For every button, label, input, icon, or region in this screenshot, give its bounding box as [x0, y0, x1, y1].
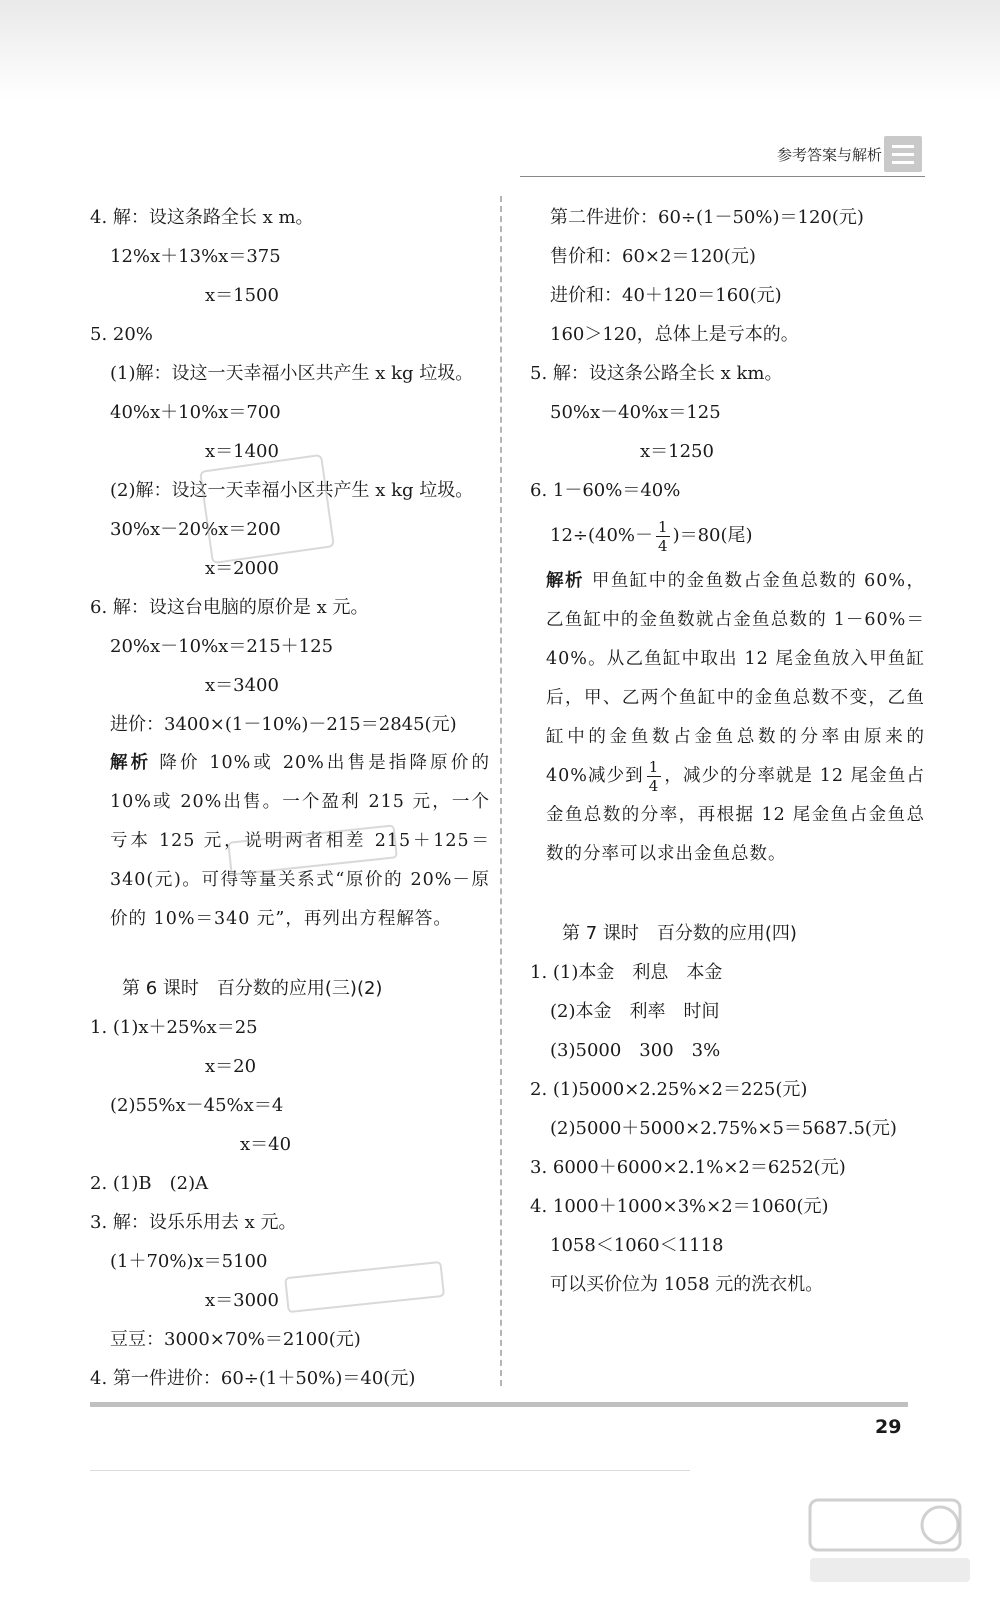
- running-header: 参考答案与解析: [776, 146, 882, 164]
- answer-line: 6. 解：设这台电脑的原价是 x 元。: [90, 597, 369, 618]
- answer-line: 5. 解：设这条公路全长 x km。: [530, 363, 783, 384]
- answer-line: 2. (1)5000×2.25%×2＝225(元): [530, 1079, 808, 1100]
- answer-line: (3)5000 300 3%: [550, 1040, 721, 1061]
- answer-line: 售价和：60×2＝120(元): [550, 246, 756, 267]
- answer-line: 进价：3400×(1－10%)－215＝2845(元): [110, 714, 457, 735]
- analysis-text: ，减少的分率就是 12 尾金鱼占金鱼总数的分率，再根据 12 尾金鱼占金鱼总数的分率可以求出金鱼总数。: [546, 766, 925, 864]
- header-book-icon: [884, 136, 922, 172]
- answer-line: 可以买价位为 1058 元的洗衣机。: [550, 1274, 824, 1295]
- answer-line: 豆豆：3000×70%＝2100(元): [110, 1329, 361, 1350]
- answer-line: 3. 6000＋6000×2.1%×2＝6252(元): [530, 1157, 846, 1178]
- column-divider: [500, 196, 502, 1386]
- answer-line: (2)本金 利率 时间: [550, 1001, 720, 1022]
- analysis-text: 降价 10%或 20%出售是指降原价的 10%或 20%出售。一个盈利 215 元，一个亏本 125 元，说明两者相差 215＋125＝340(元)。可得等量关系式“原价的 20%－原价的 10%＝340 元”，再列出方程解答。: [110, 753, 491, 929]
- equation-part: )＝80(尾): [672, 525, 753, 546]
- answer-line: 30%x－20%x＝200: [110, 519, 281, 540]
- answer-line: 6. 1－60%＝40%: [530, 480, 681, 501]
- analysis-tag: 解析: [110, 753, 152, 773]
- equation-part: 12÷(40%－: [550, 525, 654, 546]
- answer-line: (1＋70%)x＝5100: [110, 1251, 268, 1272]
- answer-line: (2)55%x－45%x＝4: [110, 1095, 284, 1116]
- answer-line: 160＞120，总体上是亏本的。: [550, 324, 799, 345]
- fraction: [656, 518, 670, 555]
- answer-line: 4. 解：设这条路全长 x m。: [90, 207, 314, 228]
- section-title: 第 6 课时 百分数的应用(三)(2): [122, 978, 383, 999]
- answer-line: 12%x＋13%x＝375: [110, 246, 281, 267]
- answer-line: x＝1250: [640, 441, 714, 462]
- scan-shadow: [0, 0, 1000, 100]
- answer-line: (1)解：设这一天幸福小区共产生 x kg 垃圾。: [110, 363, 474, 384]
- analysis-tag: 解析: [546, 571, 584, 591]
- answer-line: [530, 510, 925, 562]
- answer-line: x＝3000: [205, 1290, 279, 1311]
- answer-line: 3. 解：设乐乐用去 x 元。: [90, 1212, 297, 1233]
- answer-line: 50%x－40%x＝125: [550, 402, 721, 423]
- footer-rule: [90, 1402, 908, 1407]
- answer-line: x＝1500: [205, 285, 279, 306]
- fraction-denominator: 4: [648, 777, 660, 795]
- fraction: [647, 758, 662, 795]
- answer-line: x＝40: [240, 1134, 292, 1155]
- answer-line: 40%x＋10%x＝700: [110, 402, 281, 423]
- site-watermark: [800, 1490, 980, 1590]
- answer-line: x＝20: [205, 1056, 257, 1077]
- analysis-text: 甲鱼缸中的金鱼数占金鱼总数的 60%，乙鱼缸中的金鱼数就占金鱼总数的 1－60%＝40%。从乙鱼缸中取出 12 尾金鱼放入甲鱼缸后，甲、乙两个鱼缸中的金鱼总数不变，乙鱼缸中的金鱼数占金鱼总数的分率由原来的 40%减少到: [546, 571, 926, 786]
- answer-line: x＝2000: [205, 558, 279, 579]
- answer-line: 1. (1)本金 利息 本金: [530, 962, 723, 983]
- answer-line: x＝1400: [205, 441, 279, 462]
- answer-line: 1058＜1060＜1118: [550, 1235, 724, 1256]
- answer-line: 进价和：40＋120＝160(元): [550, 285, 782, 306]
- fraction-numerator: 1: [658, 517, 668, 536]
- footer-rule-thin: [90, 1470, 690, 1471]
- answer-line: 4. 第一件进价：60÷(1＋50%)＝40(元): [90, 1368, 416, 1389]
- answer-line: 第二件进价：60÷(1－50%)＝120(元): [550, 207, 864, 228]
- analysis-paragraph: [530, 562, 925, 874]
- header-rule: [520, 176, 925, 177]
- fraction-denominator: 4: [658, 536, 668, 555]
- answer-line: (2)解：设这一天幸福小区共产生 x kg 垃圾。: [110, 480, 474, 501]
- right-column: [530, 198, 925, 1304]
- answer-line: (2)5000＋5000×2.75%×5＝5687.5(元): [550, 1118, 897, 1139]
- section-title: 第 7 课时 百分数的应用(四): [562, 923, 797, 944]
- answer-line: 5. 20%: [90, 324, 153, 345]
- left-column: [90, 198, 490, 1398]
- answer-line: 20%x－10%x＝215＋125: [110, 636, 334, 657]
- answer-line: 2. (1)B (2)A: [90, 1173, 209, 1194]
- page-number: 29: [875, 1416, 902, 1438]
- answer-line: x＝3400: [205, 675, 279, 696]
- watermark-stamp: [199, 454, 335, 564]
- site-watermark-logo-icon: [800, 1490, 980, 1590]
- answer-line: 1. (1)x＋25%x＝25: [90, 1017, 258, 1038]
- fraction-numerator: 1: [648, 758, 660, 776]
- answer-line: 4. 1000＋1000×3%×2＝1060(元): [530, 1196, 829, 1217]
